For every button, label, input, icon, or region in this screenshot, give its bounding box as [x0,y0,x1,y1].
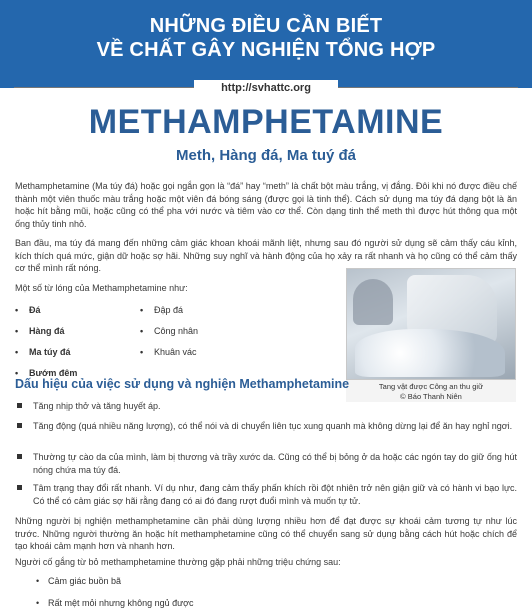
divider-left [14,87,194,88]
nickname-item: • Khuân vác [140,345,198,366]
nicknames-intro: Một số từ lóng của Methamphetamine như: [15,283,188,293]
header-title [0,14,532,62]
symptom-item: • Rất mệt mỏi nhưng không ngủ được [36,597,194,612]
photo-caption-line1: Tang vật được Công an thu giữ [378,382,484,391]
quit-intro: Người cố gắng từ bỏ methamphetamine thường gặp phải những triệu chứng sau: [15,557,341,567]
url-row [0,80,532,96]
seized-drugs-photo [346,268,516,380]
symptoms-list [36,575,194,612]
nickname-list-left [15,303,77,387]
signs-list-item: Thường tự cào da của mình, làm bị thương và trầy xước da. Cũng có thể bị bỏng ở da hoặc các ngón tay do giữ ống hút nóng chứa ma túy đá. [15,451,517,476]
photo-caption [346,380,516,402]
header-title-line2: VỀ CHẤT GÂY NGHIỆN TỔNG HỢP [96,39,436,61]
nickname-item: • Ma túy đá [15,345,77,366]
signs-list-item: Tăng động (quá nhiều năng lượng), có thể nói và di chuyển liên tục xung quanh mà không dừng lại để ăn hay nghỉ ngơi. [15,420,517,433]
header-banner [0,0,532,88]
signs-heading: Dấu hiệu của việc sử dụng và nghiện Methamphetamine [15,377,350,391]
signs-list-item: Tâm trạng thay đổi rất nhanh. Ví dụ như, đang cảm thấy phấn khích rồi đột nhiên trở nên giận giữ và có hành vi bạo lực. Có thể có cảm giác sợ hãi rằng đang có ai đó đang rượt đuổi mình và muốn tự tử. [15,482,517,507]
dependence-paragraph: Những người bị nghiện methamphetamine cần phải dùng lượng nhiều hơn để đạt được sự khoái cảm tương tự như lúc trước. Những người thường ăn hoặc hít methamphetamine cũng có thể chuyển sang sử dụng bằng cách hút hoặc chích để tạo khoái cảm mạnh hơn và nhanh hơn. [15,516,517,551]
photo-caption-line2: © Báo Thanh Niên [400,392,462,401]
photo-hand [353,279,393,325]
effects-paragraph: Ban đầu, ma túy đá mang đến những cảm giác khoan khoái mãnh liệt, nhưng sau đó người sử dụng sẽ cảm thấy cáu kỉnh, kích thích quá mức, giận dữ hoặc sợ hãi. Những suy nghĩ và hành động của họ xảy ra rất nhanh và họ cũng có thể cảm thấy cơ thể mình rất nóng. [15,238,517,273]
nickname-item: • Đá [15,303,77,324]
website-link[interactable]: http://svhattc.org [194,80,338,96]
page-title: METHAMPHETAMINE [88,103,444,141]
nickname-item: • Hàng đá [15,324,77,345]
header-title-line1: NHỮNG ĐIỀU CẦN BIẾT [149,15,383,37]
intro-paragraph: Methamphetamine (Ma túy đá) hoặc gọi ngắn gọn là “đá” hay “meth” là chất bột màu trắng, vị đắng. Đôi khi nó được điều chế thành một viên thuốc màu trắng hoặc một viên đá bóng sáng (được gọi là tinh thể). Cách sử dụng ma túy đá dạng bột là ăn hoặc hít bằng mũi, hoặc cũng có thể pha với nước và tiêm vào cơ thể. Còn dạng tinh thể meth thì được hút thông qua một ống thủy tinh nhỏ. [15,181,517,229]
page-subtitle: Meth, Hàng đá, Ma tuý đá [175,147,356,164]
divider-right [338,87,518,88]
symptom-item: • Cảm giác buồn bã [36,575,194,597]
nickname-item: • Bướm đêm [15,366,77,387]
signs-list-item: Tăng nhịp thở và tăng huyết áp. [15,400,517,413]
nickname-item: • Đập đá [140,303,198,324]
nickname-list-right [140,303,198,366]
nickname-item: • Công nhân [140,324,198,345]
photo-crystals [355,329,505,377]
